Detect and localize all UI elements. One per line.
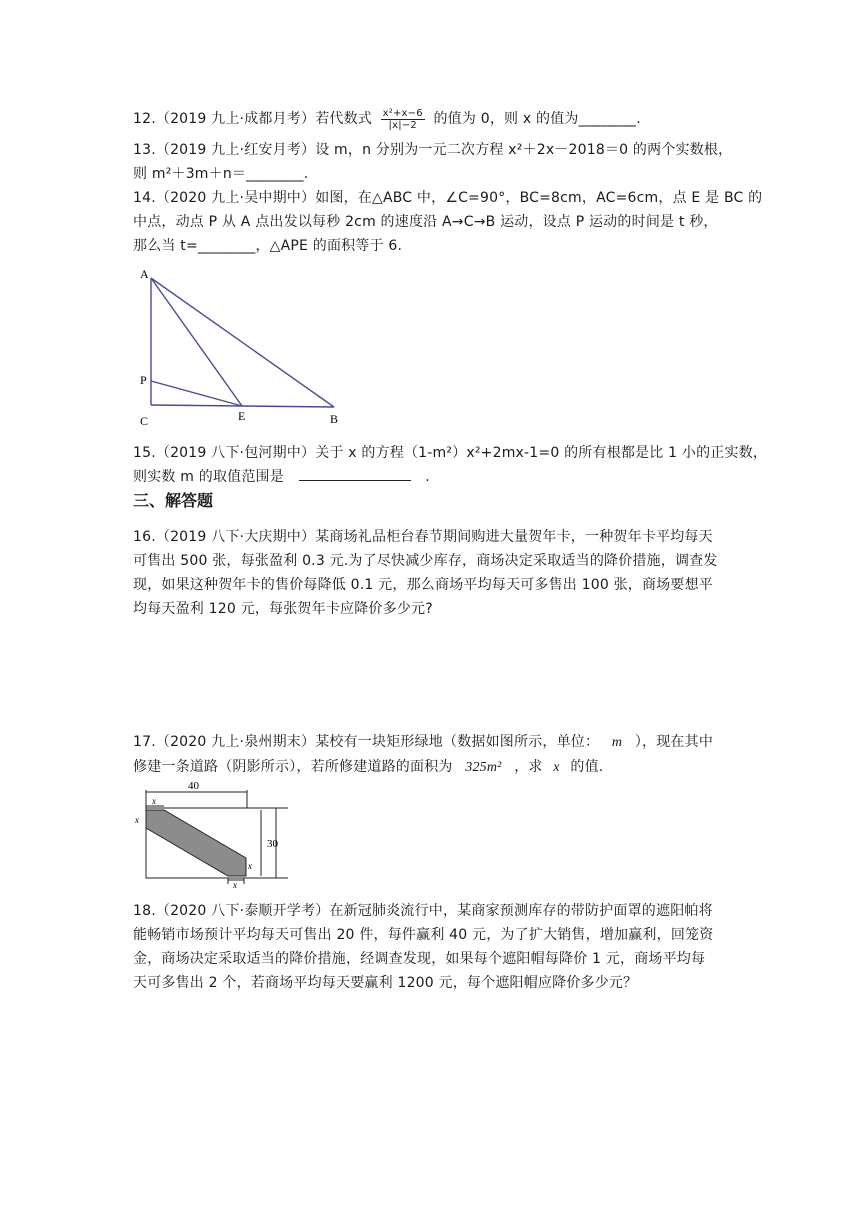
q17-line-1-a: 17.（2020 九上·泉州期末）某校有一块矩形绿地（数据如图所示，单位： — [133, 734, 600, 750]
section-heading: 三、解答题 — [133, 491, 214, 510]
q15-answer-blank — [299, 466, 411, 481]
question-15 — [133, 441, 768, 489]
q17-variable: x — [553, 760, 560, 775]
label-30: 30 — [267, 838, 278, 850]
q18-line-4: 天可多售出 2 个，若商场平均每天要赢利 1200 元，每个遮阳帽应降价多少元？ — [133, 975, 638, 991]
q12-fraction — [381, 108, 425, 131]
label-x-bottom: x — [233, 880, 237, 890]
q15-line-2 — [133, 465, 733, 489]
label-a: A — [140, 267, 149, 281]
q15-line-1: 15.（2019 八下·包河期中）关于 x 的方程（1-m²）x²+2mx-1=0 的所有根都是比 1 小的正实数， — [133, 445, 768, 461]
q16-line-1: 16.（2019 八下·大庆期中）某商场礼品柜台春节期间购进大量贺年卡，一种贺年卡平均每天 — [133, 529, 713, 545]
q12-prefix: 12.（2019 九上·成都月考）若代数式 — [133, 111, 372, 127]
label-40: 40 — [188, 780, 199, 792]
segment-pe — [151, 381, 242, 406]
q17-line-2-c: 的值. — [570, 759, 604, 775]
q12-numerator: x²+x−6 — [382, 107, 423, 119]
q15-line-2-suffix: . — [425, 469, 430, 485]
label-x-left: x — [135, 815, 139, 825]
shaded-road — [146, 810, 246, 876]
q14-line-1: 14.（2020 九上·吴中期中）如图，在△ABC 中，∠C=90°，BC=8cm，AC=6cm，点 E 是 BC 的 — [133, 190, 763, 206]
q14-line-3: 那么当 t=________，△APE 的面积等于 6. — [133, 238, 403, 254]
label-x-right: x — [248, 861, 252, 871]
q17-line-2-b: ，求 — [514, 759, 543, 775]
question-17 — [133, 730, 733, 780]
q13-line-2: 则 m²＋3m＋n＝________. — [133, 166, 309, 182]
question-14 — [133, 186, 763, 258]
q12-suffix: 的值为 0，则 x 的值为________. — [433, 111, 641, 127]
q17-area-value: 325m² — [465, 760, 502, 775]
q18-line-2: 能畅销市场预计平均每天可售出 20 件，每件赢利 40 元，为了扩大销售，增加赢利，回笼资 — [133, 927, 714, 943]
q17-line-1 — [133, 730, 733, 755]
q16-line-4: 均每天盈利 120 元，每张贺年卡应降价多少元? — [133, 601, 433, 617]
q18-line-3: 金，商场决定采取适当的降价措施，经调查发现，如果每个遮阳帽每降价 1 元，商场平均每 — [133, 951, 706, 967]
question-13 — [133, 138, 733, 186]
q15-line-2-prefix: 则实数 m 的取值范围是 — [133, 469, 284, 485]
q17-unit: m — [611, 735, 623, 750]
q18-line-1: 18.（2020 八下·泰顺开学考）在新冠肺炎流行中，某商家预测库存的带防护面罩的遮阳帕将 — [133, 903, 713, 919]
q16-line-3: 现，如果这种贺年卡的售价每降低 0.1 元，那么商场平均每天可多售出 100 张，商场要想平 — [133, 577, 713, 593]
label-p: P — [140, 373, 147, 387]
segment-cb — [151, 405, 334, 407]
q13-line-1: 13.（2019 九上·红安月考）设 m，n 分别为一元二次方程 x²＋2x－2018＝0 的两个实数根， — [133, 142, 733, 158]
label-x-top: x — [152, 796, 156, 806]
triangle-figure — [128, 262, 358, 432]
segment-ab — [151, 278, 334, 407]
segment-ae — [151, 278, 242, 406]
question-18 — [133, 899, 733, 995]
question-12 — [133, 107, 733, 131]
q17-line-1-b: ），现在其中 — [634, 734, 714, 750]
q17-line-2-a: 修建一条道路（阴影所示），若所修建道路的面积为 — [133, 759, 453, 775]
q16-line-2: 可售出 500 张，每张盈利 0.3 元.为了尽快减少库存，商场决定采取适当的降价措施，调查发 — [133, 553, 718, 569]
rectangle-road-figure — [130, 780, 290, 890]
question-16 — [133, 525, 733, 621]
label-b: B — [330, 412, 339, 426]
q12-denominator: |x|−2 — [388, 119, 417, 131]
label-e: E — [238, 409, 246, 423]
q17-line-2 — [133, 755, 733, 780]
label-c: C — [140, 414, 149, 428]
q14-line-2: 中点，动点 P 从 A 点出发以每秒 2cm 的速度沿 A→C→B 运动，设点 P 运动的时间是 t 秒， — [133, 214, 718, 230]
